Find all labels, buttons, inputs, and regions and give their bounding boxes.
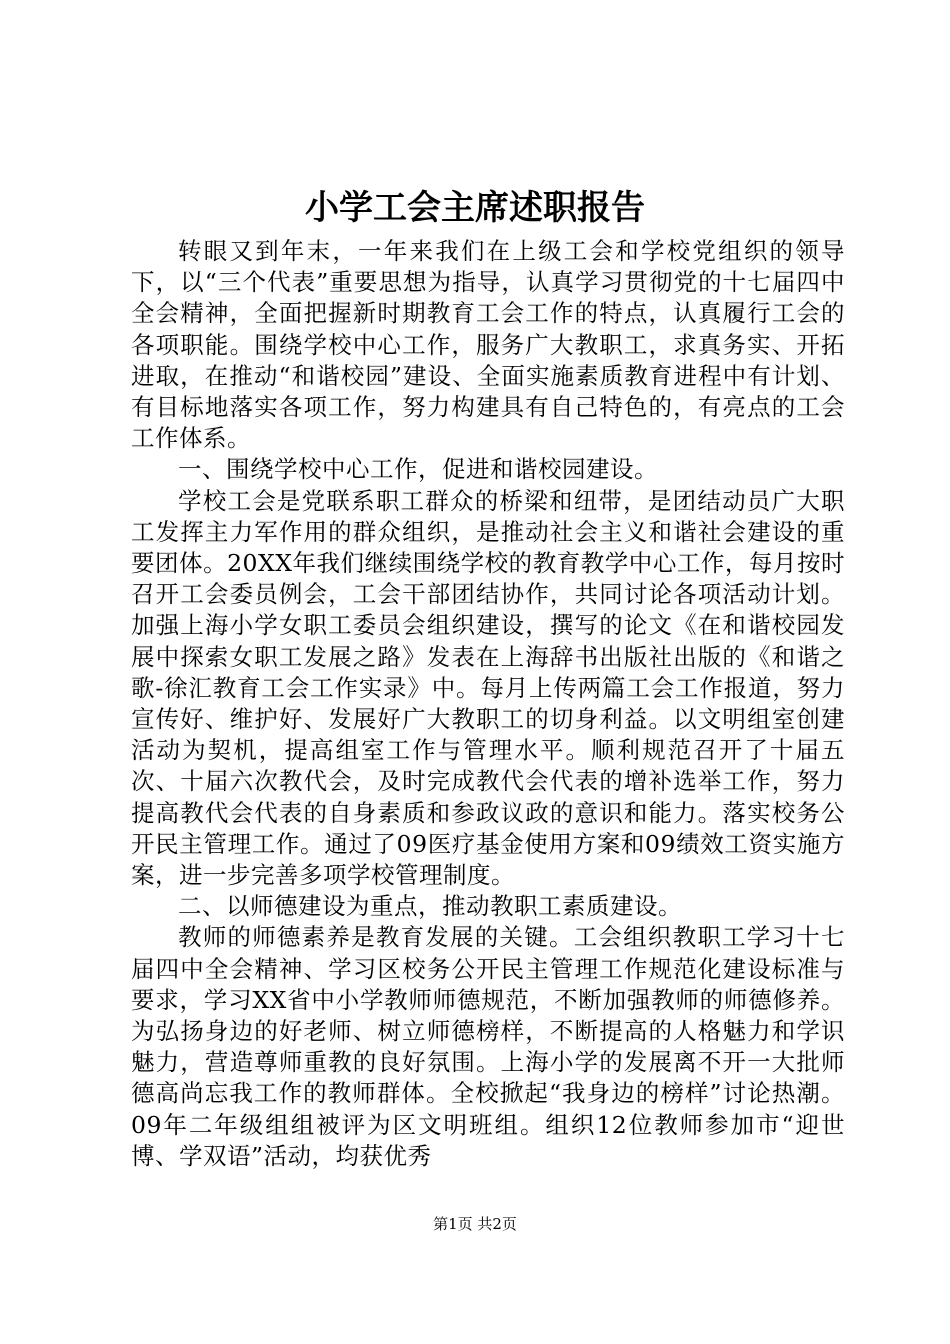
paragraph-section-2: 教师的师德素养是教育发展的关键。工会组织教职工学习十七届四中全会精神、学习区校务公开民主管理工作规范化建设标准与要求，学习XX省中小学教师师德规范，不断加强教师的师德修养。为弘扬身边的好老师、树立师德榜样，不断提高的人格魅力和学识魅力，营造尊师重教的良好氛围。上海小学的发展离不开一大批师德高尚忘我工作的教师群体。全校掀起“我身边的榜样”讨论热潮。09年二年级组组被评为区文明班组。组织12位教师参加市“迎世博、学双语”活动，均获优秀	[131, 923, 845, 1170]
document-body	[131, 236, 845, 1172]
section-heading-1: 一、围绕学校中心工作，促进和谐校园建设。	[178, 455, 658, 484]
page-footer: 第1页 共2页	[433, 1215, 517, 1233]
paragraph-intro: 转眼又到年末，一年来我们在上级工会和学校党组织的领导下，以“三个代表”重要思想为指导，认真学习贯彻党的十七届四中全会精神，全面把握新时期教育工会工作的特点，认真履行工会的各项职能。围绕学校中心工作，服务广大教职工，求真务实、开拓进取，在推动“和谐校园”建设、全面实施素质教育进程中有计划、有目标地落实各项工作，努力构建具有自己特色的，有亮点的工会工作体系。	[131, 237, 845, 453]
document-title: 小学工会主席述职报告	[305, 188, 645, 228]
section-heading-2: 二、以师德建设为重点，推动教职工素质建设。	[178, 892, 682, 921]
paragraph-section-1: 学校工会是党联系职工群众的桥梁和纽带，是团结动员广大职工发挥主力军作用的群众组织，是推动社会主义和谐社会建设的重要团体。20XX年我们继续围绕学校的教育教学中心工作，每月按时召开工会委员例会，工会干部团结协作，共同讨论各项活动计划。加强上海小学女职工委员会组织建设，撰写的论文《在和谐校园发展中探索女职工发展之路》发表在上海辞书出版社出版的《和谐之歌-徐汇教育工会工作实录》中。每月上传两篇工会工作报道，努力宣传好、维护好、发展好广大教职工的切身利益。以文明组室创建活动为契机，提高组室工作与管理水平。顺利规范召开了十届五次、十届六次教代会，及时完成教代会代表的增补选举工作，努力提高教代会代表的自身素质和参政议政的意识和能力。落实校务公开民主管理工作。通过了09医疗基金使用方案和09绩效工资实施方案，进一步完善多项学校管理制度。	[131, 486, 845, 890]
